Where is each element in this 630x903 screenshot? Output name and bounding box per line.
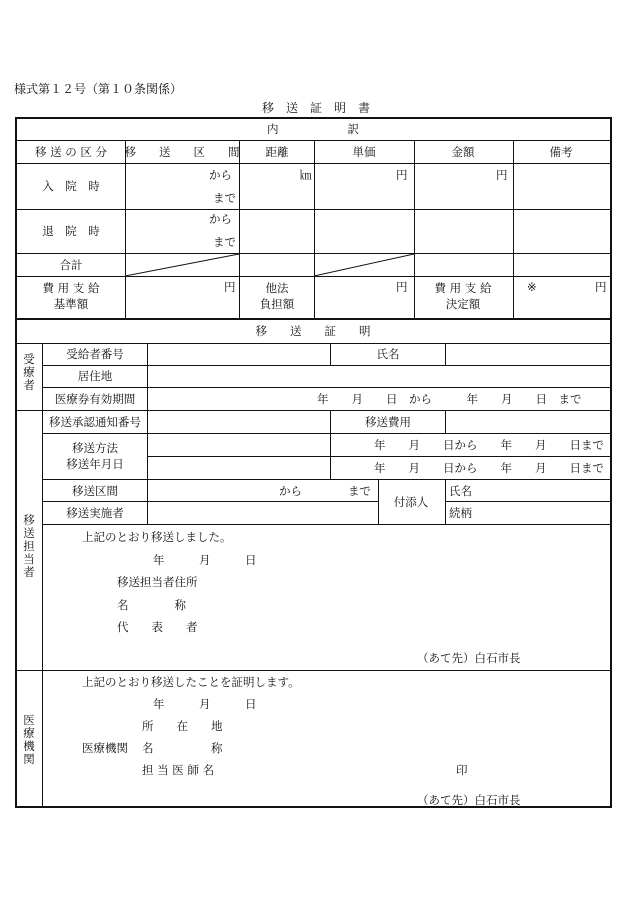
approval-number-label: 移送承認通知番号 <box>49 415 141 429</box>
attendant-relation-label: 続柄 <box>449 506 472 520</box>
recipient-address-label: 居住地 <box>77 369 113 383</box>
basic-amount-label-2: 基準額 <box>53 297 89 311</box>
transport-method-label: 移送方法 <box>72 441 118 455</box>
admission-distance-unit: ㎞ <box>300 168 312 182</box>
basic-amount-label-1: 費 用 支 給 <box>42 281 100 295</box>
col-amount: 金額 <box>451 145 475 159</box>
medical-statement: 上記のとおり移送したことを証明します。 <box>82 675 300 689</box>
transporter-statement: 上記のとおり移送しました。 <box>82 530 232 544</box>
col-distance: 距離 <box>265 145 289 159</box>
row-admission-label: 入 院 時 <box>42 179 100 193</box>
decided-amount-unit: 円 <box>595 280 607 294</box>
transporter-addressee: （あて先）白石市長 <box>417 651 521 665</box>
medical-name-label: 名 称 <box>142 741 223 755</box>
decided-amount-label-1: 費 用 支 給 <box>434 281 492 295</box>
transport-period-1: 年 月 日から 年 月 日まで <box>374 438 604 452</box>
medical-doctor-label: 担 当 医 師 名 <box>142 763 215 777</box>
transporter-company-label: 名 称 <box>117 598 186 612</box>
attendant-name-label: 氏名 <box>449 484 472 498</box>
total-section-slash <box>125 253 240 277</box>
recipient-name-label: 氏名 <box>376 347 400 361</box>
decided-amount-mark: ※ <box>527 280 537 294</box>
row-total-label: 合計 <box>59 258 83 272</box>
col-transport-section: 移 送 区 間 <box>124 145 240 159</box>
transport-section-to: まで <box>348 484 371 498</box>
transport-section-from: から <box>279 484 302 498</box>
other-law-label-1: 他法 <box>265 281 289 295</box>
admission-unit-price-unit: 円 <box>396 168 408 182</box>
medical-date-line: 年 月 日 <box>153 697 257 711</box>
total-unit-price-slash <box>314 253 415 277</box>
decided-amount-label-2: 決定額 <box>445 297 481 311</box>
other-law-label-2: 負担額 <box>259 297 295 311</box>
col-remarks: 備考 <box>549 145 573 159</box>
discharge-from: から <box>209 212 232 226</box>
certificate-form <box>15 117 612 808</box>
row-discharge-label: 退 院 時 <box>42 224 100 238</box>
transport-date-label: 移送年月日 <box>66 457 124 471</box>
transport-period-2: 年 月 日から 年 月 日まで <box>374 461 604 475</box>
col-unit-price: 単価 <box>352 145 376 159</box>
admission-from: から <box>209 168 232 182</box>
recipient-validity-period: 年 月 日 から 年 月 日 まで <box>317 392 582 406</box>
medical-location-label: 所 在 地 <box>142 719 223 733</box>
admission-to: まで <box>213 191 236 205</box>
attendant-label: 付添人 <box>393 495 429 509</box>
form-number: 様式第１２号（第１０条関係） <box>14 82 183 96</box>
transport-operator-label: 移送実施者 <box>66 506 124 520</box>
recipient-number-label: 受給者番号 <box>66 347 124 361</box>
transporter-side-label: 移送担当者 <box>23 513 35 579</box>
admission-amount-unit: 円 <box>496 168 508 182</box>
medical-institution-label: 医療機関 <box>82 741 128 755</box>
breakdown-title: 内 訳 <box>267 122 359 136</box>
transporter-date-line: 年 月 日 <box>153 553 257 567</box>
basic-amount-unit: 円 <box>224 280 236 294</box>
other-law-unit: 円 <box>396 280 408 294</box>
transporter-address-label: 移送担当者住所 <box>117 575 198 589</box>
medical-side-label: 医療機関 <box>23 713 35 766</box>
transport-section-label: 移送区間 <box>72 484 118 498</box>
transporter-representative-label: 代 表 者 <box>117 620 198 634</box>
recipient-validity-label: 医療券有効期間 <box>54 392 136 406</box>
document-title: 移 送 証 明 書 <box>262 101 371 115</box>
certification-title: 移 送 証 明 <box>255 324 371 338</box>
col-transport-type: 移 送 の 区 分 <box>34 145 108 159</box>
discharge-to: まで <box>213 235 236 249</box>
transport-cost-label: 移送費用 <box>365 415 411 429</box>
recipient-side-label: 受療者 <box>23 352 35 392</box>
medical-seal: 印 <box>456 763 468 777</box>
medical-addressee: （あて先）白石市長 <box>417 793 521 807</box>
